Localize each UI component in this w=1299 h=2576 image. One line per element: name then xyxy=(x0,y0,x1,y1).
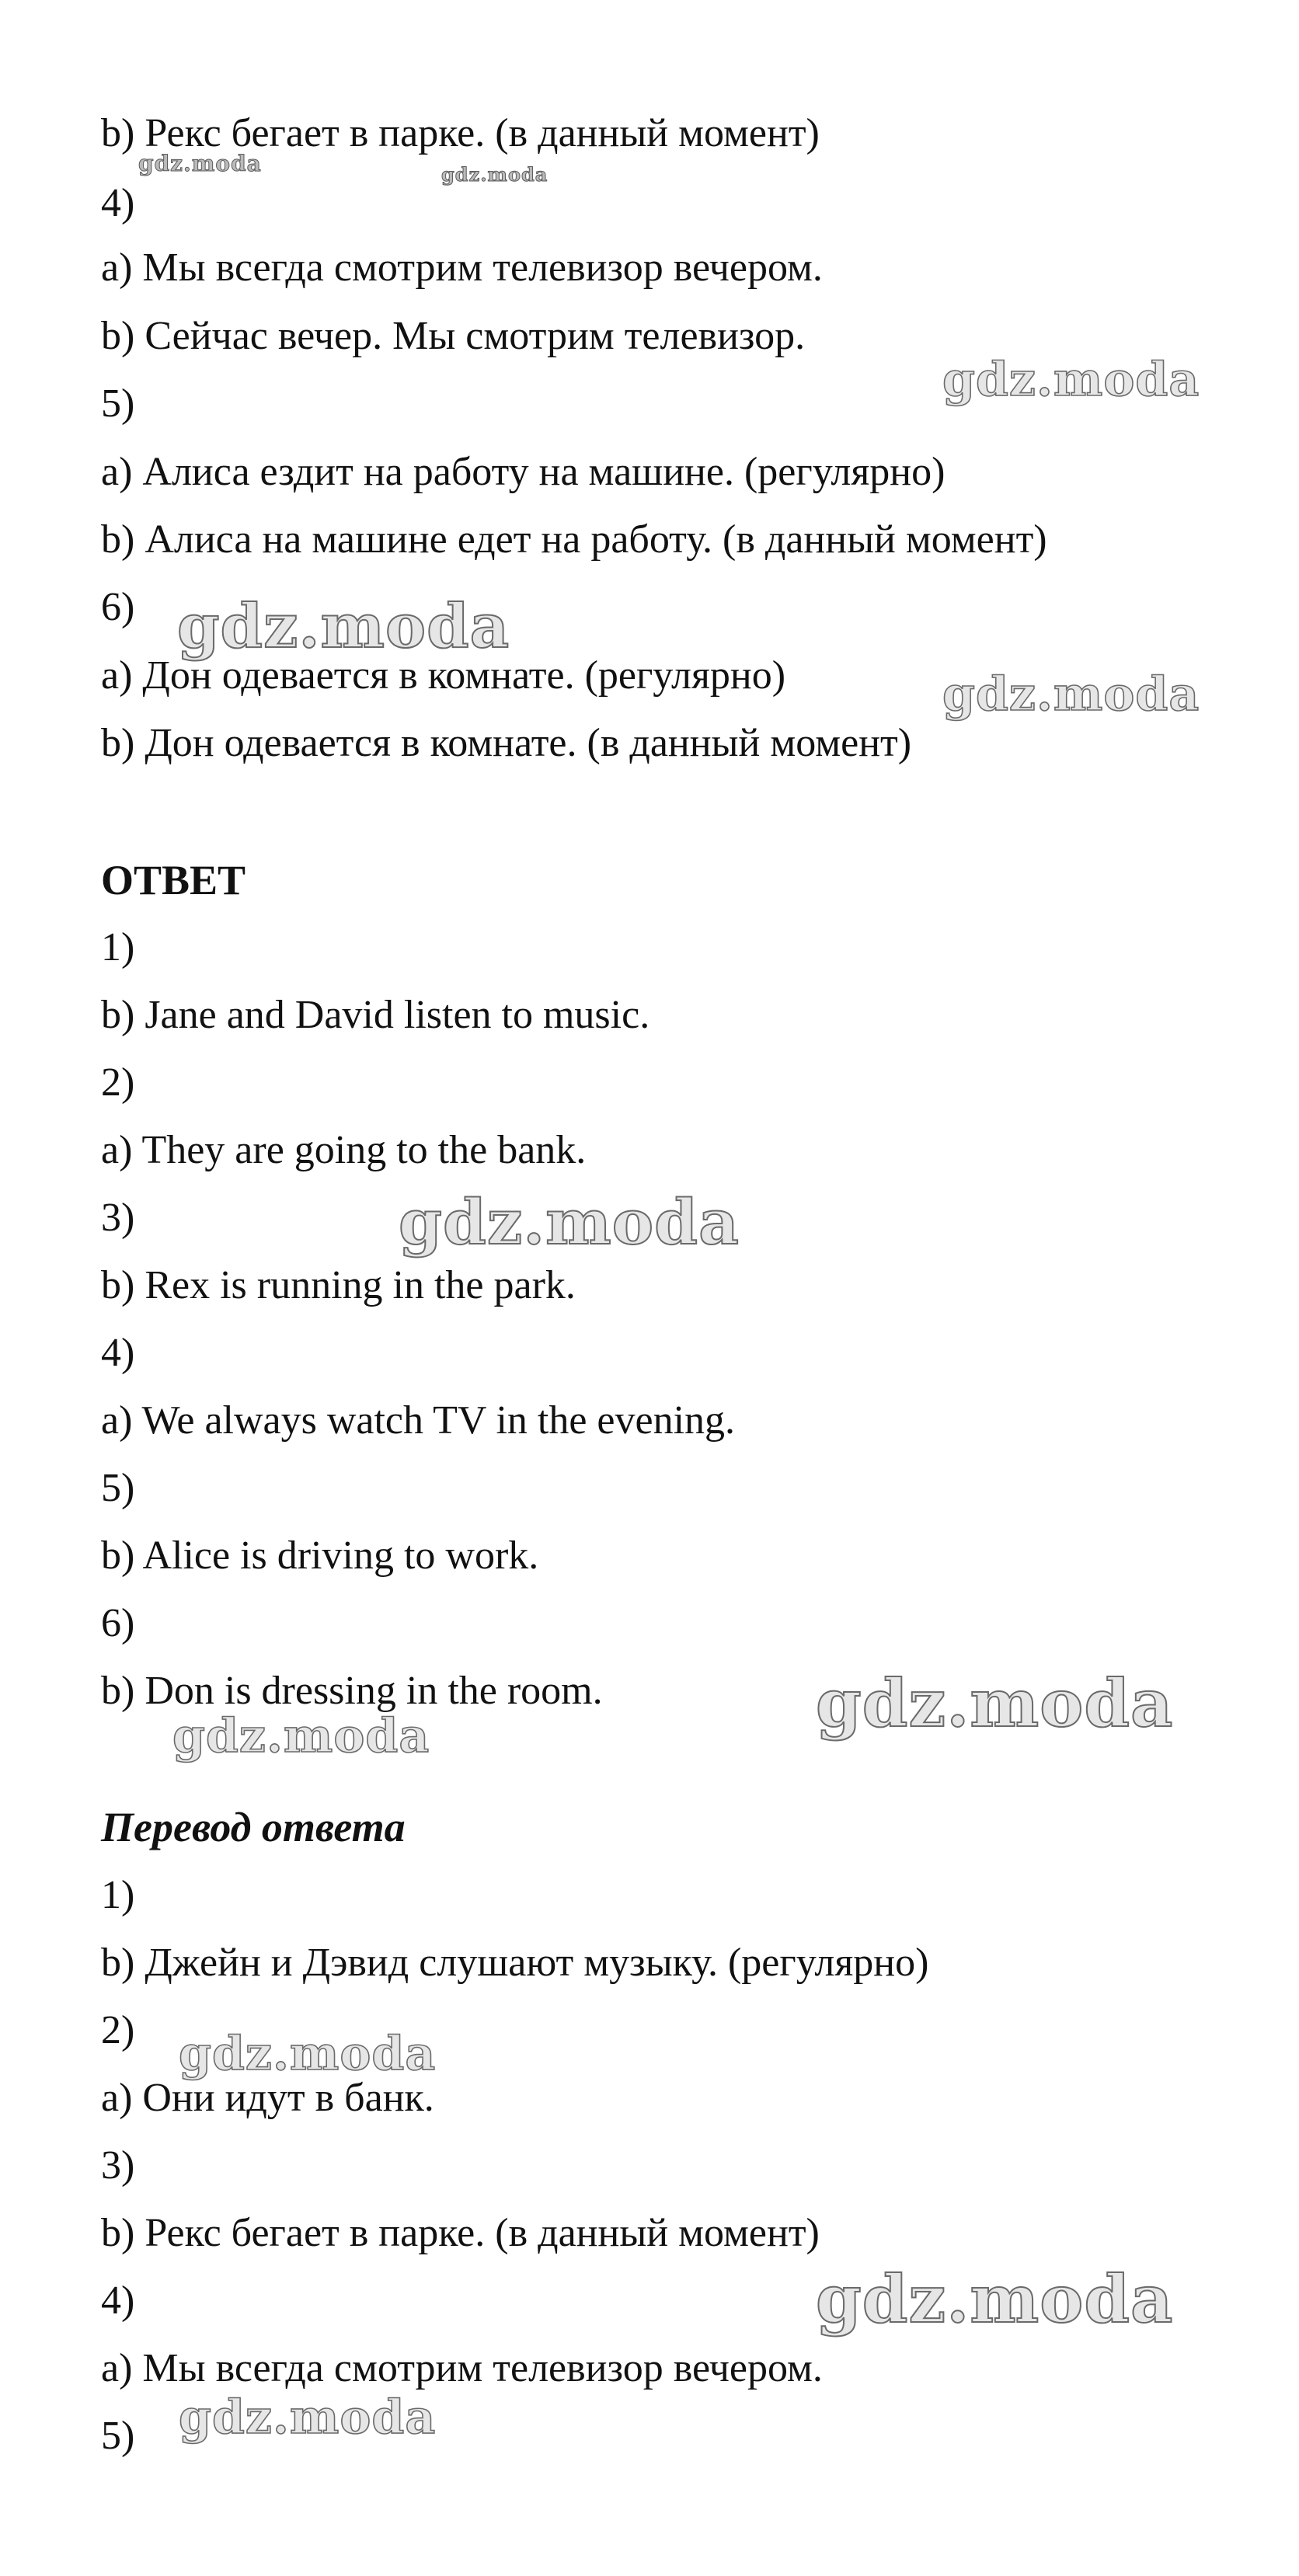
watermark-logo: gdz.moda xyxy=(179,2027,437,2081)
translation-line: 1) xyxy=(101,1873,135,1917)
watermark-logo: gdz.moda xyxy=(172,1709,430,1763)
answer-heading: ОТВЕТ xyxy=(101,857,246,903)
watermark-logo: gdz.moda xyxy=(399,1185,740,1258)
translation-heading: Перевод ответа xyxy=(101,1804,406,1850)
text-line: 6) xyxy=(101,585,135,629)
text-line: b) Рекс бегает в парке. (в данный момент) xyxy=(101,111,820,155)
answer-line: b) Rex is running in the park. xyxy=(101,1263,576,1307)
watermark-logo: gdz.moda xyxy=(816,1665,1174,1742)
answer-line: 2) xyxy=(101,1060,135,1105)
text-line: b) Дон одевается в комнате. (в данный момент) xyxy=(101,721,912,765)
watermark-logo: gdz.moda xyxy=(942,353,1200,407)
answer-line: b) Don is dressing in the room. xyxy=(101,1669,603,1713)
translation-line: b) Джейн и Дэвид слушают музыку. (регулярно) xyxy=(101,1941,929,1985)
answer-line: 5) xyxy=(101,1466,135,1510)
answer-line: 6) xyxy=(101,1601,135,1645)
translation-line: 4) xyxy=(101,2278,135,2323)
answer-line: a) They are going to the bank. xyxy=(101,1128,587,1172)
text-line: 4) xyxy=(101,181,135,225)
answer-line: b) Jane and David listen to music. xyxy=(101,993,650,1037)
translation-line: a) Мы всегда смотрим телевизор вечером. xyxy=(101,2346,823,2390)
translation-line: a) Они идут в банк. xyxy=(101,2076,434,2120)
text-line: a) Алиса ездит на работу на машине. (регулярно) xyxy=(101,450,946,494)
answer-line: b) Alice is driving to work. xyxy=(101,1533,539,1578)
answer-line: 3) xyxy=(101,1196,135,1240)
translation-line: 3) xyxy=(101,2143,135,2188)
watermark-logo: gdz.moda xyxy=(179,2390,437,2445)
answer-line: 1) xyxy=(101,925,135,969)
translation-line: b) Рекс бегает в парке. (в данный момент) xyxy=(101,2211,820,2255)
watermark-logo: gdz.moda xyxy=(177,591,510,662)
answer-line: a) We always watch TV in the evening. xyxy=(101,1398,736,1443)
watermark-logo: gdz.moda xyxy=(816,2261,1174,2338)
text-line: b) Алиса на машине едет на работу. (в данный момент) xyxy=(101,517,1047,562)
watermark-logo: gdz.moda xyxy=(942,667,1200,722)
text-line: 5) xyxy=(101,381,135,426)
answer-line: 4) xyxy=(101,1331,135,1375)
translation-line: 2) xyxy=(101,2008,135,2052)
watermark-logo: gdz.moda xyxy=(138,151,262,176)
text-line: a) Мы всегда смотрим телевизор вечером. xyxy=(101,245,823,290)
text-line: a) Дон одевается в комнате. (регулярно) xyxy=(101,653,786,698)
translation-line: 5) xyxy=(101,2414,135,2458)
watermark-logo: gdz.moda xyxy=(441,163,549,186)
text-line: b) Сейчас вечер. Мы смотрим телевизор. xyxy=(101,314,806,358)
